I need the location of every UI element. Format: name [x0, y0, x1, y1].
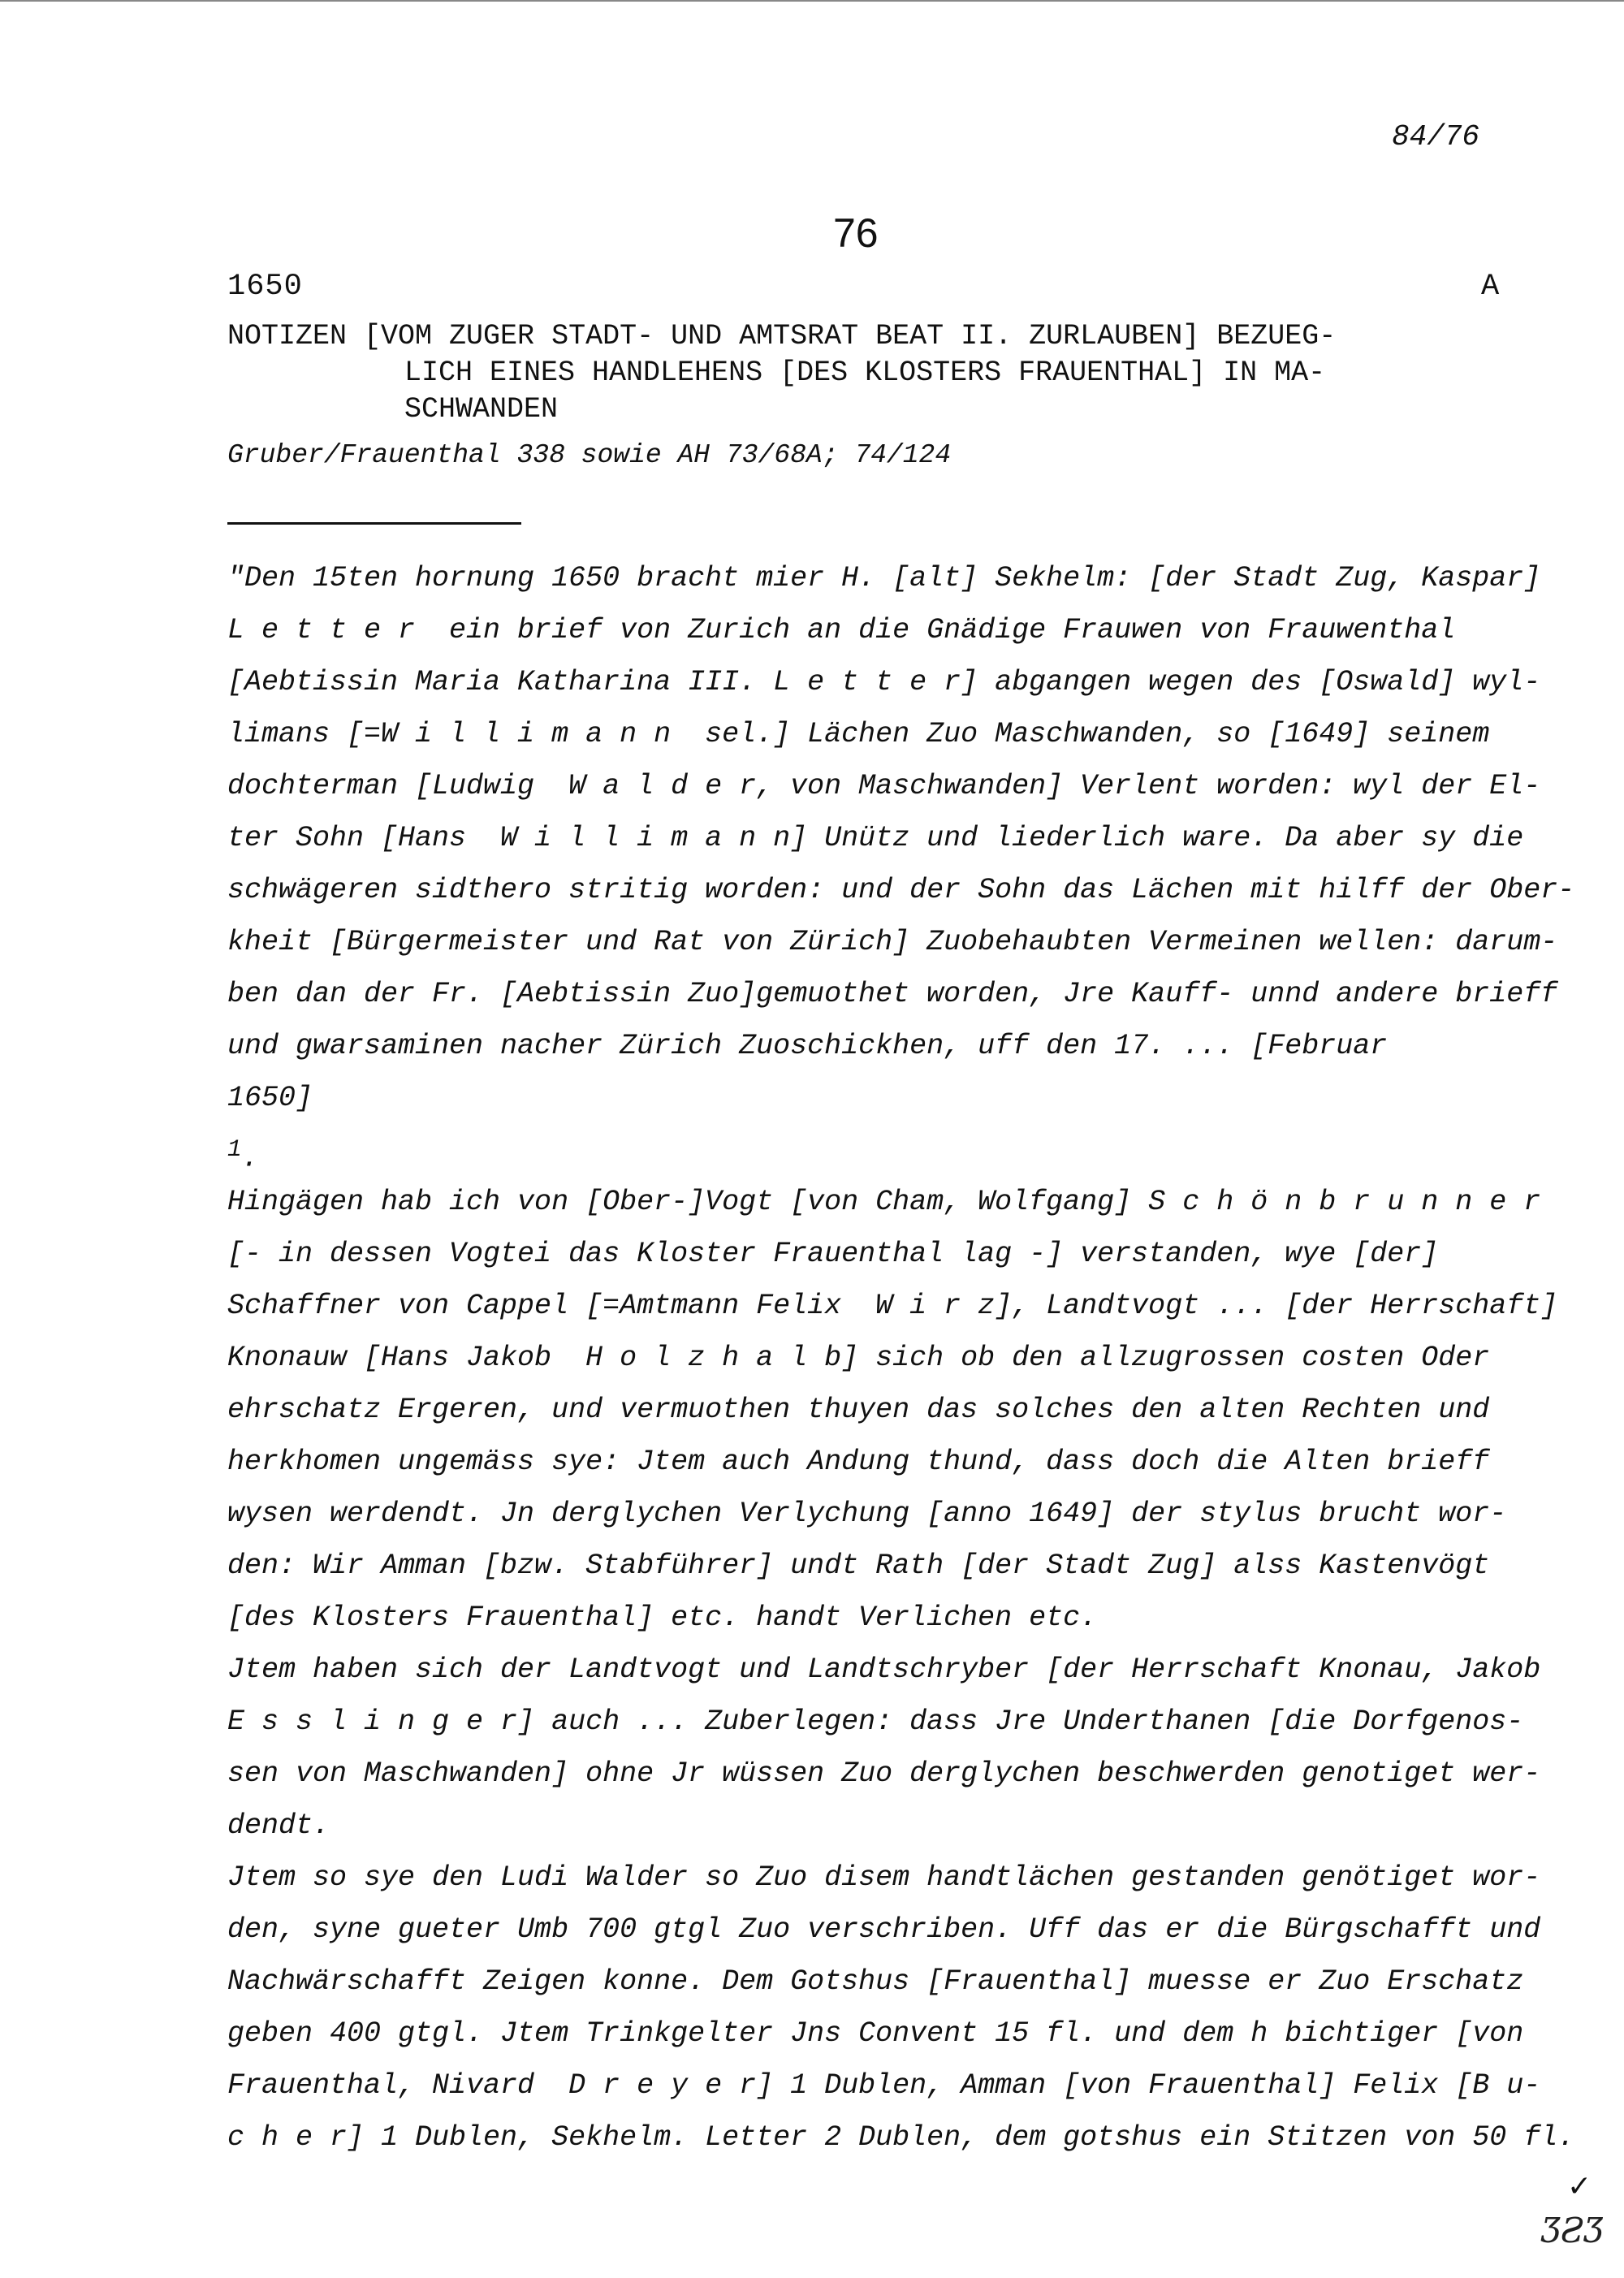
text-line: und gwarsaminen nacher Zürich Zuoschickhen, uff den 17. ... [Februar	[227, 1030, 1388, 1062]
text-line: dochterman [Ludwig W a l d e r, von Maschwanden] Verlent worden: wyl der El-	[227, 770, 1541, 802]
title-line: NOTIZEN [VOM ZUGER STADT- UND AMTSRAT BEAT II. ZURLAUBEN] BEZUEG-	[227, 320, 1337, 352]
text-line: herkhomen ungemäss sye: Jtem auch Andung thund, dass doch die Alten brieff	[227, 1446, 1490, 1478]
page-number: 76	[833, 210, 879, 256]
text-line-with-footnote	[227, 1129, 1543, 1181]
text-line: Frauenthal, Nivard D r e y e r] 1 Dublen, Amman [von Frauenthal] Felix [B u-	[227, 2069, 1541, 2102]
document-letter: A	[1481, 270, 1500, 304]
text-line: [des Klosters Frauenthal] etc. handt Verlichen etc.	[227, 1602, 1098, 1634]
text-line: den: Wir Amman [bzw. Stabführer] undt Rath [der Stadt Zug] alss Kastenvögt	[227, 1550, 1490, 1582]
text-line: Hingägen hab ich von [Ober-]Vogt [von Cham, Wolfgang] S c h ö n b r u n n e r	[227, 1186, 1541, 1218]
text-line: ter Sohn [Hans W i l l i m a n n] Unütz und liederlich ware. Da aber sy die	[227, 822, 1524, 854]
text-line: E s s l i n g e r] auch ... Zuberlegen: dass Jre Underthanen [die Dorfgenos-	[227, 1705, 1524, 1738]
text-line: ehrschatz Ergeren, und vermuothen thuyen das solches den alten Rechten und	[227, 1394, 1490, 1426]
text-line: L e t t e r ein brief von Zurich an die Gnädige Frauwen von Frauwenthal	[227, 614, 1456, 646]
text-line	[227, 2168, 1543, 2220]
text-line: kheit [Bürgermeister und Rat von Zürich] Zuobehaubten Vermeinen wellen: darum-	[227, 926, 1558, 958]
text-line: sen von Maschwanden] ohne Jr wüssen Zuo derglychen beschwerden genotiget wer-	[227, 1757, 1541, 1790]
text-line: "Den 15ten hornung 1650 bracht mier H. [alt] Sekhelm: [der Stadt Zug, Kaspar]	[227, 562, 1541, 594]
text-line: [- in dessen Vogtei das Kloster Frauenthal lag -] verstanden, wye [der]	[227, 1238, 1439, 1270]
text-line: Jtem haben sich der Landtvogt und Landtschryber [der Herrschaft Knonau, Jakob	[227, 1653, 1541, 1686]
document-title	[227, 318, 1336, 428]
separator-rule	[227, 522, 521, 525]
text-line: geben 400 gtgl. Jtem Trinkgelter Jns Convent 15 fl. und dem h bichtiger [von	[227, 2017, 1524, 2050]
text-line: 1650]	[227, 1082, 313, 1114]
document-year: 1650	[227, 270, 303, 304]
text-line: limans [=W i l l i m a n n sel.] Lächen Zuo Maschwanden, so [1649] seinem	[227, 718, 1490, 750]
archive-reference: 84/76	[1392, 120, 1480, 153]
text-fragment: .	[241, 1142, 259, 1175]
text-line: den, syne gueter Umb 700 gtgl Zuo verschriben. Uff das er die Bürgschafft und	[227, 1913, 1541, 1946]
text-line: Jtem so sye den Ludi Walder so Zuo disem handtlächen gestanden genötiget wor-	[227, 1861, 1541, 1894]
text-line: c h e r] 1 Dublen, Sekhelm. Letter 2 Dublen, dem gotshus ein Stitzen von 50 fl.	[227, 2121, 1575, 2154]
text-line: ben dan der Fr. [Aebtissin Zuo]gemuothet worden, Jre Kauff- unnd andere brieff	[227, 978, 1558, 1010]
top-border	[0, 0, 1624, 2]
text-line: wysen werdendt. Jn derglychen Verlychung [anno 1649] der stylus brucht wor-	[227, 1498, 1507, 1530]
title-line: LICH EINES HANDLEHENS [DES KLOSTERS FRAUENTHAL] IN MA-	[404, 357, 1326, 389]
text-line: [Aebtissin Maria Katharina III. L e t t e r] abgangen wegen des [Oswald] wyl-	[227, 666, 1541, 698]
footnote-marker: 1	[227, 1136, 242, 1163]
transcription-body	[227, 557, 1575, 2220]
checkmark: ✓	[1567, 2170, 1592, 2203]
text-line: dendt.	[227, 1809, 330, 1842]
text-line: Nachwärschafft Zeigen konne. Dem Gotshus [Frauenthal] muesse er Zuo Erschatz	[227, 1965, 1524, 1998]
title-line: SCHWANDEN	[404, 393, 559, 426]
text-line: Schaffner von Cappel [=Amtmann Felix W i r z], Landtvogt ... [der Herrschaft]	[227, 1290, 1558, 1322]
source-citation: Gruber/Frauenthal 338 sowie AH 73/68A; 74/124	[227, 440, 952, 470]
text-line: Knonauw [Hans Jakob H o l z h a l b] sich ob den allzugrossen costen Oder	[227, 1342, 1490, 1374]
handwritten-initials: ƷƧƷ	[1541, 2211, 1604, 2250]
text-line: schwägeren sidthero stritig worden: und der Sohn das Lächen mit hilff der Ober-	[227, 874, 1575, 906]
